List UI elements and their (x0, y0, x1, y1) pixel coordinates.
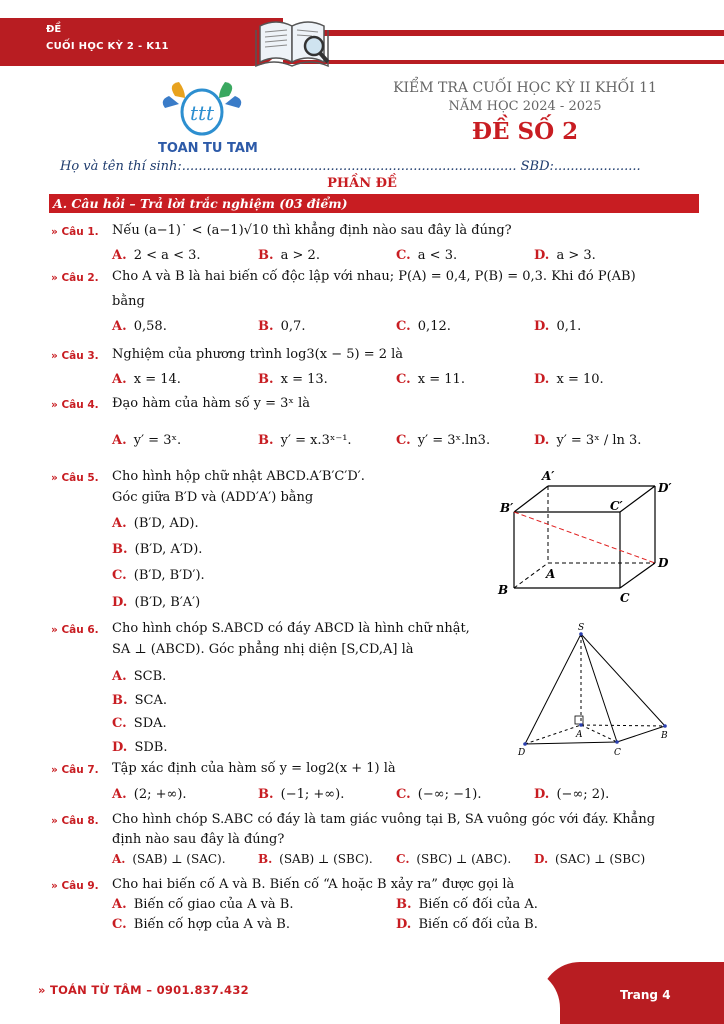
page-number: Trang 4 (620, 988, 671, 1002)
q3-option-c[interactable]: C. x = 11. (396, 372, 465, 387)
q2-option-d[interactable]: D. 0,1. (534, 319, 582, 334)
exam-title: KIỂM TRA CUỐI HỌC KỲ II KHỐI 11 (393, 80, 657, 96)
question-4-label: » Câu 4. (51, 399, 99, 411)
q8-option-c[interactable]: C. (SBC) ⊥ (ABC). (396, 852, 512, 866)
q1-option-d[interactable]: D. a > 3. (534, 248, 596, 263)
section-a-header: A. Câu hỏi – Trả lời trắc nghiệm (03 điểm) (49, 194, 699, 213)
question-8-text: Cho hình chóp S.ABC có đáy là tam giác vuông tại B, SA vuông góc với đáy. Khẳng (112, 812, 656, 827)
question-1-text: Nếu (a−1)˙ < (a−1)√10 thì khẳng định nào sau đây là đúng? (112, 223, 512, 238)
q9-option-a[interactable]: A. Biến cố giao của A và B. (112, 897, 294, 912)
question-6-text: Cho hình chóp S.ABCD có đáy ABCD là hình chữ nhật, (112, 621, 470, 636)
pyr-label-a: A (576, 730, 583, 740)
footer-author: » TOÁN TỪ TÂM – 0901.837.432 (38, 983, 249, 997)
q8-option-a[interactable]: A. (SAB) ⊥ (SAC). (112, 852, 226, 866)
pyr-label-s: S (578, 623, 585, 633)
box-label-c-prime: C′ (610, 499, 623, 513)
question-4-text: Đạo hàm của hàm số y = 3ˣ là (112, 396, 310, 411)
q7-option-d[interactable]: D. (−∞; 2). (534, 787, 610, 802)
exam-number: ĐỀ SỐ 2 (471, 118, 579, 145)
q4-option-d[interactable]: D. y′ = 3ˣ / ln 3. (534, 433, 642, 448)
header-stripe-inner (283, 36, 724, 60)
q1-option-a[interactable]: A. 2 < a < 3. (112, 248, 201, 263)
q1-option-b[interactable]: B. a > 2. (258, 248, 320, 263)
question-1-label: » Câu 1. (51, 226, 99, 238)
box-label-a-prime: A′ (542, 469, 555, 483)
pyr-label-b: B (661, 731, 668, 741)
box-label-c: C (620, 591, 630, 605)
q2-option-c[interactable]: C. 0,12. (396, 319, 451, 334)
question-9-label: » Câu 9. (51, 880, 99, 892)
q6-option-b[interactable]: B. SCA. (112, 693, 168, 708)
q7-option-a[interactable]: A. (2; +∞). (112, 787, 187, 802)
student-info-line: Họ và tên thí sinh:................................................................................. SBD:..................... (60, 159, 641, 174)
q4-option-a[interactable]: A. y′ = 3ˣ. (112, 433, 182, 448)
question-3-label: » Câu 3. (51, 350, 99, 362)
q5-option-b[interactable]: B. (B′D, A′D). (112, 542, 203, 557)
box-label-d: D (658, 556, 669, 570)
question-6-label: » Câu 6. (51, 624, 99, 636)
q7-option-c[interactable]: C. (−∞; −1). (396, 787, 482, 802)
q8-option-b[interactable]: B. (SAB) ⊥ (SBC). (258, 852, 373, 866)
question-5-text: Cho hình hộp chữ nhật ABCD.A′B′C′D′. (112, 469, 365, 484)
logo-inner-text: ttt (189, 101, 215, 125)
question-7-label: » Câu 7. (51, 764, 99, 776)
question-8-text-cont: định nào sau đây là đúng? (112, 832, 285, 847)
pyramid-figure (505, 620, 685, 760)
question-6-text-cont: SA ⊥ (ABCD). Góc phẳng nhị diện [S,CD,A] là (112, 642, 414, 657)
q7-option-b[interactable]: B. (−1; +∞). (258, 787, 345, 802)
question-9-text: Cho hai biến cố A và B. Biến cố “A hoặc B xảy ra” được gọi là (112, 877, 515, 892)
q6-option-c[interactable]: C. SDA. (112, 716, 167, 731)
header-line2: CUỐI HỌC KỲ 2 - K11 (46, 41, 169, 52)
q4-option-c[interactable]: C. y′ = 3ˣ.ln3. (396, 433, 491, 448)
q6-option-d[interactable]: D. SDB. (112, 740, 168, 755)
book-search-icon (252, 8, 332, 70)
q8-option-d[interactable]: D. (SAC) ⊥ (SBC) (534, 852, 646, 866)
q9-option-d[interactable]: D. Biến cố đối của B. (396, 917, 538, 932)
box-label-d-prime: D′ (658, 481, 672, 495)
pyr-label-d: D (518, 748, 526, 758)
q2-option-a[interactable]: A. 0,58. (112, 319, 167, 334)
exam-year: NĂM HỌC 2024 - 2025 (448, 99, 602, 114)
q5-option-c[interactable]: C. (B′D, B′D′). (112, 568, 205, 583)
q3-option-a[interactable]: A. x = 14. (112, 372, 181, 387)
box-label-a: A (546, 567, 556, 581)
question-5-text-cont: Góc giữa B′D và (ADD′A′) bằng (112, 490, 314, 505)
pyr-label-c: C (614, 748, 621, 758)
q3-option-d[interactable]: D. x = 10. (534, 372, 604, 387)
q9-option-c[interactable]: C. Biến cố hợp của A và B. (112, 917, 290, 932)
q9-option-b[interactable]: B. Biến cố đối của A. (396, 897, 538, 912)
box-figure (490, 466, 680, 606)
logo-icon (155, 78, 250, 140)
question-2-text-cont: bằng (112, 294, 145, 309)
question-8-label: » Câu 8. (51, 815, 99, 827)
logo-text: TOAN TU TAM (158, 141, 258, 156)
header-banner (0, 18, 283, 66)
q5-option-d[interactable]: D. (B′D, B′A′) (112, 595, 201, 610)
box-label-b: B (498, 583, 509, 597)
box-label-b-prime: B′ (500, 501, 514, 515)
question-3-text: Nghiệm của phương trình log3(x − 5) = 2 là (112, 347, 404, 362)
question-7-text: Tập xác định của hàm số y = log2(x + 1) là (112, 761, 396, 776)
header-line1: ĐỀ (46, 24, 62, 35)
q1-option-c[interactable]: C. a < 3. (396, 248, 458, 263)
q3-option-b[interactable]: B. x = 13. (258, 372, 328, 387)
q2-option-b[interactable]: B. 0,7. (258, 319, 306, 334)
q4-option-b[interactable]: B. y′ = x.3ˣ⁻¹. (258, 433, 352, 448)
question-5-label: » Câu 5. (51, 472, 99, 484)
q6-option-a[interactable]: A. SCB. (112, 669, 167, 684)
question-2-label: » Câu 2. (51, 272, 99, 284)
part-title: PHẦN ĐỀ (327, 176, 397, 191)
question-2-text: Cho A và B là hai biến cố độc lập với nhau; P(A) = 0,4, P(B) = 0,3. Khi đó P(AB) (112, 269, 636, 284)
q5-option-a[interactable]: A. (B′D, AD). (112, 516, 199, 531)
